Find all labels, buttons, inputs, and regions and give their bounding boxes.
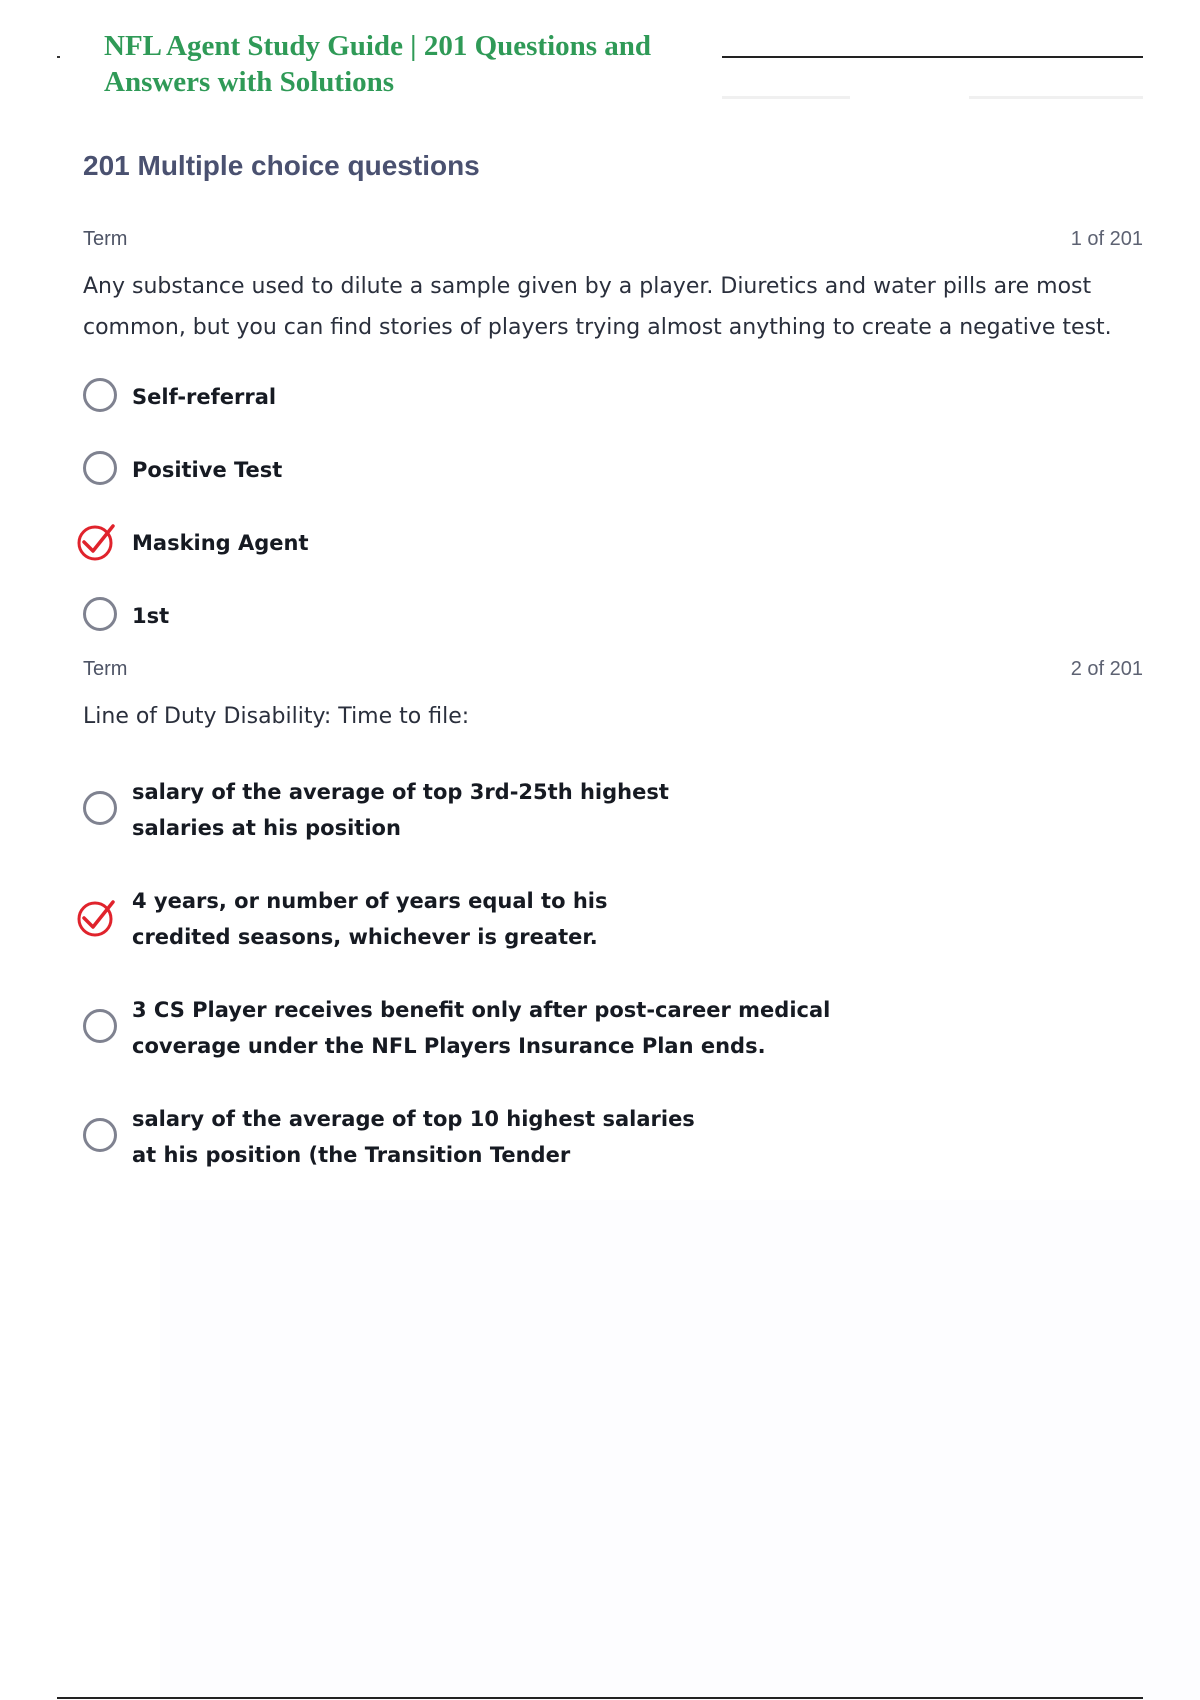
radio-empty-icon[interactable]: [83, 378, 117, 412]
radio-empty-icon[interactable]: [83, 597, 117, 631]
radio-empty-icon[interactable]: [83, 451, 117, 485]
question-prompt: Line of Duty Disability: Time to file:: [83, 704, 470, 729]
answer-option[interactable]: [83, 755, 1143, 864]
answer-option-label: Positive Test: [132, 457, 283, 482]
answer-options: [83, 360, 1143, 652]
answer-option[interactable]: [83, 433, 1143, 506]
answer-option[interactable]: [83, 579, 1143, 652]
page-background-tint: [160, 1200, 1200, 1700]
question-meta: [83, 658, 1143, 684]
footer-rule: [57, 1697, 1143, 1699]
answer-option[interactable]: [83, 1082, 1143, 1191]
radio-empty-icon[interactable]: [83, 1009, 117, 1043]
header-mark: [57, 56, 60, 58]
term-label: Term: [83, 658, 128, 680]
answer-option-correct[interactable]: [83, 864, 1143, 973]
answer-option[interactable]: [83, 360, 1143, 433]
check-circle-icon[interactable]: [75, 522, 119, 562]
question-counter: 1 of 201: [1070, 228, 1143, 250]
radio-empty-icon[interactable]: [83, 1118, 117, 1152]
check-circle-icon[interactable]: [75, 898, 119, 938]
section-heading: 201 Multiple choice questions: [83, 150, 480, 181]
question-card: [83, 658, 1143, 1191]
question-prompt: Any substance used to dilute a sample given by a player. Diuretics and water pills are most common, but you can find stories of players trying almost anything to create a negative test.: [83, 274, 1112, 340]
answer-option-label: Self-referral: [132, 384, 277, 409]
header-rule-faint: [722, 96, 850, 99]
question-counter: 2 of 201: [1070, 658, 1143, 680]
radio-empty-icon[interactable]: [83, 791, 117, 825]
answer-option-label: salary of the average of top 10 highest salaries at his position (the Transition Tender: [132, 1106, 695, 1167]
answer-option-label: 3 CS Player receives benefit only after post-career medical coverage under the NFL Players Insurance Plan ends.: [132, 997, 831, 1058]
document-title: NFL Agent Study Guide | 201 Questions and Answers with Solutions: [104, 30, 652, 98]
header-rule: [722, 56, 1143, 58]
answer-option[interactable]: [83, 973, 1143, 1082]
question-card: [83, 228, 1143, 652]
answer-option-label: 4 years, or number of years equal to his credited seasons, whichever is greater.: [132, 888, 608, 949]
answer-option-correct[interactable]: [83, 506, 1143, 579]
question-meta: [83, 228, 1143, 254]
header-rule-faint: [969, 96, 1143, 99]
term-label: Term: [83, 228, 128, 250]
answer-option-label: Masking Agent: [132, 530, 309, 555]
answer-option-label: salary of the average of top 3rd-25th highest salaries at his position: [132, 779, 669, 840]
document-header: [0, 0, 1200, 130]
answer-option-label: 1st: [132, 603, 170, 628]
answer-options: [83, 755, 1143, 1191]
